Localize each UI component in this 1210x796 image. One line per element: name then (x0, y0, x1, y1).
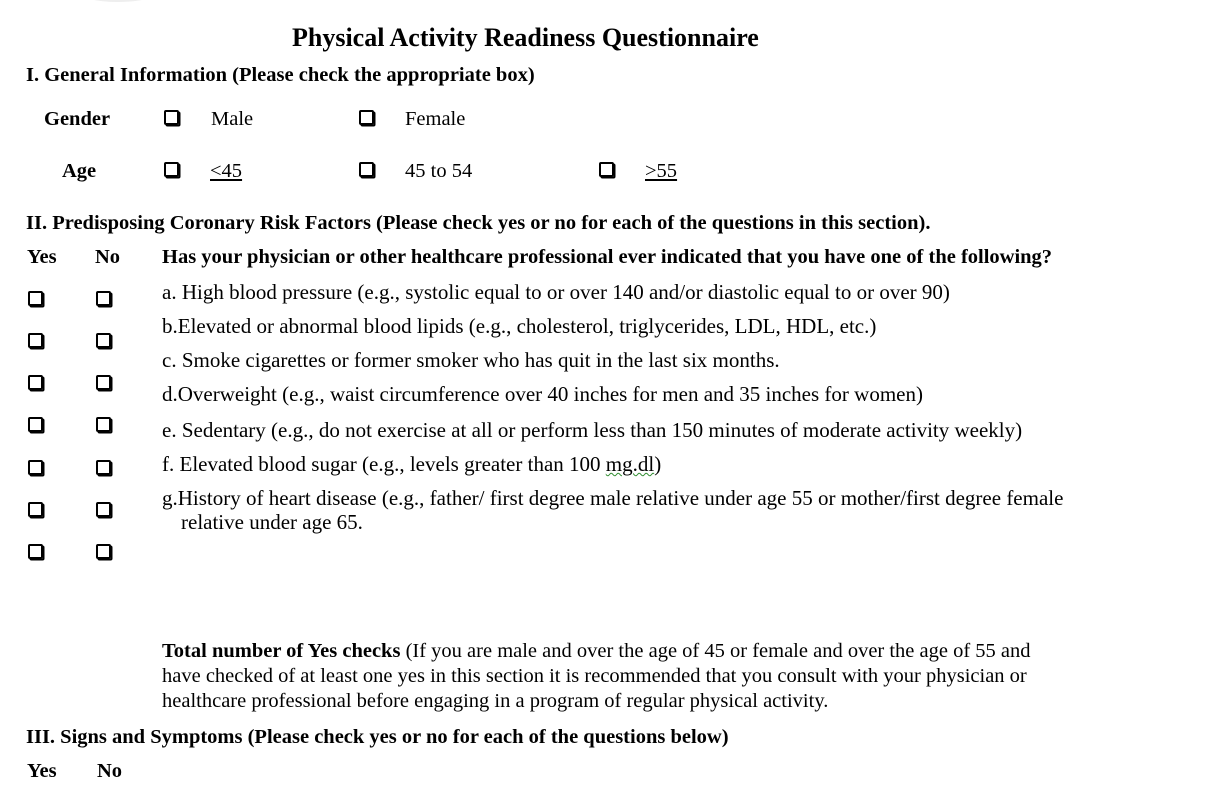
risk-d-yes-checkbox[interactable] (28, 417, 43, 432)
risk-b-no-checkbox[interactable] (96, 333, 111, 348)
age-45-to-54-label: 45 to 54 (405, 160, 473, 182)
risk-item-g-letter: g. (162, 486, 178, 510)
risk-item-d-text: Overweight (e.g., waist circumference over 40 inches for men and 35 inches for women) (177, 382, 923, 406)
section-2-question: Has your physician or other healthcare professional ever indicated that you have one of the following? (162, 246, 1053, 268)
gender-female-checkbox[interactable] (359, 110, 374, 125)
section-2-heading: II. Predisposing Coronary Risk Factors (Please check yes or no for each of the questions in this section). (26, 212, 931, 234)
age-45-to-54-checkbox[interactable] (359, 162, 374, 177)
gender-label: Gender (44, 108, 111, 130)
risk-b-yes-checkbox[interactable] (28, 333, 43, 348)
total-note-line1: (If you are male and over the age of 45 or female and over the age of 55 and (400, 640, 1031, 662)
section-2-yes-header: Yes (27, 246, 57, 268)
page-title: Physical Activity Readiness Questionnaire (292, 23, 759, 52)
risk-item-e-text: Sedentary (e.g., do not exercise at all or perform less than 150 minutes of moderate activity weekly) (181, 418, 1023, 442)
risk-item-b-letter: b. (162, 314, 178, 338)
risk-item-c (162, 350, 780, 371)
risk-c-no-checkbox[interactable] (96, 375, 111, 390)
age-under-45-checkbox[interactable] (164, 162, 179, 177)
total-yes-label: Total number of Yes checks (162, 640, 401, 662)
decorative-shape (78, 0, 158, 2)
risk-item-f-text: Elevated blood sugar (e.g., levels greater than 100 mg.dl) (179, 452, 662, 476)
total-note-line2: have checked of at least one yes in this section it is recommended that you consult with your physician or (162, 665, 1027, 687)
risk-item-e-letter: e. (162, 418, 177, 442)
section-3-heading: III. Signs and Symptoms (Please check yes or no for each of the questions below) (26, 726, 729, 748)
risk-e-yes-checkbox[interactable] (28, 460, 43, 475)
risk-item-g-text-line1: History of heart disease (e.g., father/ first degree male relative under age 55 or mother/first degree female (177, 486, 1064, 510)
risk-a-no-checkbox[interactable] (96, 291, 111, 306)
age-55-plus-checkbox[interactable] (599, 162, 614, 177)
gender-female-label: Female (405, 108, 466, 130)
spellcheck-underline: mg.dl (605, 452, 655, 476)
risk-f-no-checkbox[interactable] (96, 502, 111, 517)
risk-item-c-text: Smoke cigarettes or former smoker who has quit in the last six months. (181, 348, 780, 372)
risk-c-yes-checkbox[interactable] (28, 375, 43, 390)
total-note-line3: healthcare professional before engaging in a program of regular physical activity. (162, 690, 829, 712)
risk-item-d (162, 384, 923, 405)
risk-item-d-letter: d. (162, 382, 178, 406)
total-yes-note (162, 639, 1031, 714)
risk-item-a (162, 282, 950, 303)
age-under-45-label: <45 (210, 160, 243, 182)
age-55-plus-label: >55 (645, 160, 678, 182)
section-2-no-header: No (95, 246, 121, 268)
risk-item-b-text: Elevated or abnormal blood lipids (e.g., cholesterol, triglycerides, LDL, HDL, etc.) (177, 314, 877, 338)
risk-a-yes-checkbox[interactable] (28, 291, 43, 306)
risk-e-no-checkbox[interactable] (96, 460, 111, 475)
age-label: Age (62, 160, 97, 182)
section-3-yes-header: Yes (27, 760, 57, 782)
risk-item-e (162, 420, 1022, 441)
risk-item-g (162, 488, 1063, 509)
risk-g-yes-checkbox[interactable] (28, 544, 43, 559)
risk-item-c-letter: c. (162, 348, 177, 372)
risk-item-a-letter: a. (162, 280, 177, 304)
risk-item-f (162, 454, 661, 475)
section-1-heading: I. General Information (Please check the appropriate box) (26, 64, 535, 86)
risk-item-f-letter: f. (162, 452, 175, 476)
risk-d-no-checkbox[interactable] (96, 417, 111, 432)
risk-f-yes-checkbox[interactable] (28, 502, 43, 517)
risk-item-a-text: High blood pressure (e.g., systolic equal to or over 140 and/or diastolic equal to or over 90) (181, 280, 950, 304)
risk-g-no-checkbox[interactable] (96, 544, 111, 559)
gender-male-checkbox[interactable] (164, 110, 179, 125)
section-3-no-header: No (97, 760, 123, 782)
gender-male-label: Male (211, 108, 254, 130)
risk-item-g-text-line2: relative under age 65. (181, 510, 363, 534)
risk-item-b (162, 316, 876, 337)
